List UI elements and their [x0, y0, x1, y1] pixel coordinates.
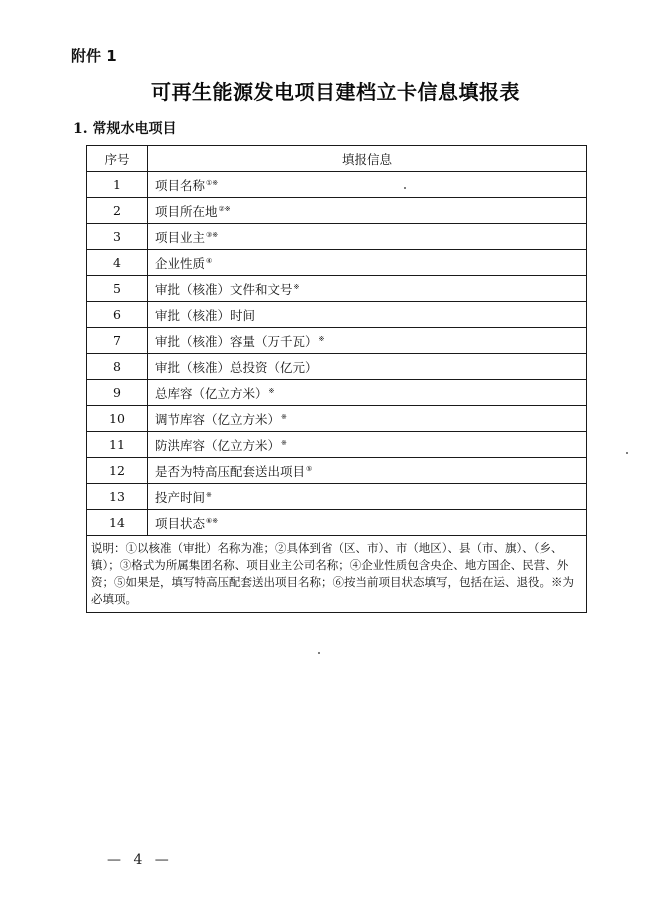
header-index: 序号	[87, 146, 148, 172]
table-row	[87, 328, 587, 354]
row-index: 8	[87, 354, 148, 380]
row-field-label: 投产时间	[155, 489, 206, 505]
row-field-mark: ※	[268, 386, 275, 395]
row-field-label: 审批（核准）时间	[155, 307, 256, 323]
row-field[interactable]	[148, 380, 587, 406]
row-field[interactable]	[148, 250, 587, 276]
row-field[interactable]	[148, 484, 587, 510]
row-index: 12	[87, 458, 148, 484]
row-field-label: 防洪库容（亿立方米）	[155, 437, 281, 453]
row-field[interactable]	[148, 432, 587, 458]
table-row	[87, 198, 587, 224]
row-index: 11	[87, 432, 148, 458]
row-field-mark: ④	[206, 256, 213, 265]
row-field-label: 企业性质	[155, 255, 206, 271]
table-body	[87, 172, 587, 536]
row-field-mark: ⑤	[306, 464, 313, 473]
table-row	[87, 302, 587, 328]
table-row	[87, 354, 587, 380]
row-field-mark: ※	[206, 490, 212, 499]
table-row	[87, 224, 587, 250]
row-field-label: 总库容（亿立方米）	[155, 385, 268, 401]
row-index: 2	[87, 198, 148, 224]
row-index: 7	[87, 328, 148, 354]
row-field-mark: ※	[281, 438, 287, 447]
table-row	[87, 406, 587, 432]
row-index: 4	[87, 250, 148, 276]
header-info: 填报信息	[148, 146, 587, 172]
table-row	[87, 510, 587, 536]
row-index: 10	[87, 406, 148, 432]
table-row	[87, 250, 587, 276]
row-field-mark: ⑥※	[206, 516, 219, 525]
row-field-label: 项目业主	[155, 229, 206, 245]
page-number: — 4 —	[107, 852, 173, 868]
row-field-label: 项目名称	[155, 177, 206, 193]
row-field[interactable]	[148, 328, 587, 354]
row-field[interactable]	[148, 302, 587, 328]
note-text: 说明：①以核准（审批）名称为准；②具体到省（区、市）、市（地区）、县（市、旗）、（乡、镇）；③格式为所属集团名称、项目业主公司名称；④企业性质包含央企、地方国企、民营、外资；⑤如果是，填写特高压配套送出项目名称；⑥按当前项目状态填写，包括在运、退役。※为必填项。	[87, 536, 587, 613]
row-field[interactable]	[148, 510, 587, 536]
row-index: 13	[87, 484, 148, 510]
row-field-label: 是否为特高压配套送出项目	[155, 463, 306, 479]
row-field-label: 审批（核准）总投资（亿元）	[155, 359, 318, 375]
row-field-mark: ②※	[218, 204, 231, 213]
row-field-label: 项目所在地	[155, 203, 218, 219]
row-index: 1	[87, 172, 148, 198]
info-form-table	[86, 145, 587, 613]
table-row	[87, 380, 587, 406]
row-field-label: 项目状态	[155, 515, 206, 531]
row-field[interactable]	[148, 224, 587, 250]
scan-speck	[318, 652, 320, 654]
row-index: 9	[87, 380, 148, 406]
table-row	[87, 276, 587, 302]
attachment-label: 附件 1	[71, 47, 117, 65]
row-field-mark: ③※	[206, 230, 219, 239]
row-index: 14	[87, 510, 148, 536]
table-row	[87, 484, 587, 510]
section-heading: 1. 常规水电项目	[73, 121, 177, 137]
row-field-mark: ※	[318, 334, 325, 343]
table-header-row	[87, 146, 587, 172]
row-field-mark: ※	[293, 282, 300, 291]
row-field-label: 调节库容（亿立方米）	[155, 411, 281, 427]
scan-speck	[626, 452, 628, 454]
row-field[interactable]	[148, 276, 587, 302]
row-field-label: 审批（核准）文件和文号	[155, 281, 293, 297]
row-field-label: 审批（核准）容量（万千瓦）	[155, 333, 318, 349]
note-row	[87, 536, 587, 613]
row-field[interactable]	[148, 354, 587, 380]
table-row	[87, 172, 587, 198]
row-field[interactable]	[148, 172, 587, 198]
document-title: 可再生能源发电项目建档立卡信息填报表	[151, 80, 520, 104]
table-row	[87, 458, 587, 484]
row-index: 3	[87, 224, 148, 250]
row-field-mark: ※	[281, 412, 287, 421]
row-index: 5	[87, 276, 148, 302]
row-index: 6	[87, 302, 148, 328]
scan-speck	[404, 187, 406, 189]
row-field[interactable]	[148, 198, 587, 224]
row-field[interactable]	[148, 458, 587, 484]
table-row	[87, 432, 587, 458]
row-field[interactable]	[148, 406, 587, 432]
row-field-mark: ①※	[206, 178, 219, 187]
